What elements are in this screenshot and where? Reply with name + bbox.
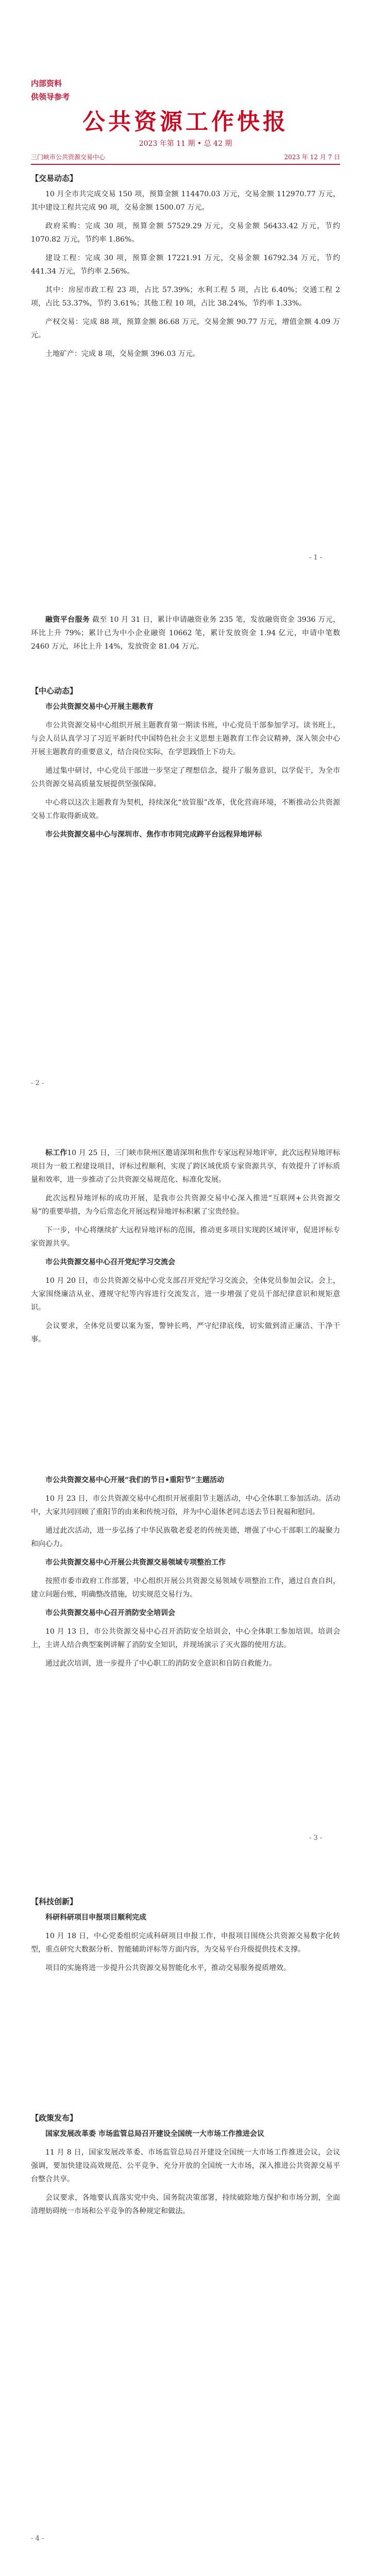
paragraph: 10 月 13 日，市公共资源交易中心召开消防安全培训会，中心全体职工参加培训。培训会上，主讲人结合典型案例讲解了消防安全知识，并现场演示了灭火器的使用方法。 xyxy=(31,1628,340,1649)
paragraph: 产权交易：完成 88 项，预算金额 86.68 万元，交易金额 90.77 万元，增值金额 4.09 万元。 xyxy=(31,318,340,340)
paragraph xyxy=(31,613,340,653)
paragraph: 会议要求，各地要认真落实党中央、国务院决策部署，持续破除地方保护和市场分割，全面清理妨碍统一市场和公平竞争的各种规定和做法。 xyxy=(31,2194,340,2215)
section-policy xyxy=(31,2112,340,2223)
header-tags xyxy=(31,77,70,104)
paragraph: 政府采购：完成 30 项，预算金额 57529.29 万元，交易金额 56433.42 万元，节约 1070.82 万元，节约率 1.86%。 xyxy=(31,222,340,244)
section-center-news xyxy=(31,685,340,846)
section-tech xyxy=(31,1896,340,1980)
body-text: 截至 10 月 31 日，累计申请融资业务 235 笔，发放融资资金 3936 万元，环比上升 79%；累计已为中小企业融资 10662 笔，累计发放资金 1.94 亿元，申请中笔数 2460 万元，环比上升 14%，发放资金 81.04 万元。 xyxy=(31,616,341,651)
publisher-name: 三门峡市公共资源交易中心 xyxy=(31,154,106,161)
paragraph: 其中：房屋市政工程 23 项，占比 57.39%；水利工程 5 项，占比 6.40%；交通工程 2 项，占比 53.37%，节约 3.61%；其他工程 10 项，占比 38.24%，节约率 1.33%。 xyxy=(31,286,340,308)
paragraph: 10 月 23 日，市公共资源交易中心组织开展重阳节主题活动，中心全体职工参加活动。活动中，大家共同回顾了重阳节的由来和传统习俗，并为中心退休老同志送去节日祝福和慰问。 xyxy=(31,1495,340,1516)
masthead-title: 公共资源工作快报 xyxy=(82,109,289,135)
paragraph: 此次远程异地评标的成功开展，是我市公共资源交易中心深入推进“互联网+公共资源交易”的重要举措，为今后常态化开展远程异地评标积累了宝贵经验。 xyxy=(31,1194,340,1216)
publish-date: 2023 年 12 月 7 日 xyxy=(284,154,340,161)
paragraph: 11 月 8 日，国家发展改革委、市场监管总局召开建设全国统一大市场工作推进会议，会议强调，要加快建设高效规范、公平竞争、充分开放的全国统一大市场，深入推进公共资源交易平台整合共享。 xyxy=(31,2148,340,2183)
publisher-row xyxy=(31,152,340,161)
lead-text: 融资平台服务 xyxy=(45,616,90,624)
masthead-rule xyxy=(31,164,340,165)
paragraph xyxy=(31,1146,340,1187)
paragraph: 通过此次培训，进一步提升了中心职工的消防安全意识和自防自救能力。 xyxy=(45,1659,276,1668)
paragraph: 10 月 20 日，市公共资源交易中心党支部召开党纪学习交流会，全体党员参加会议。会上，大家围绕廉洁从业、遵规守纪等内容进行交流发言，进一步增强了党员干部纪律意识和规矩意识。 xyxy=(31,1277,340,1312)
news-title: 市公共资源交易中心与深圳市、焦作市市同完成跨平台远程异地评标 xyxy=(45,831,262,839)
news-title: 科研科研项目申报项目顺利完成 xyxy=(45,1913,146,1922)
paragraph: 土地矿产：完成 8 项，交易金额 396.03 万元。 xyxy=(45,350,200,358)
paragraph: 项目的实施将进一步提升公共资源交易智能化水平，推动交易服务提质增效。 xyxy=(45,1964,291,1972)
tag-reference: 供领导参考 xyxy=(31,93,70,101)
section-heading: 【中心动态】 xyxy=(31,687,78,696)
tag-internal: 内部资料 xyxy=(31,79,62,88)
section-remote-evaluation xyxy=(31,1146,340,1351)
paragraph: 通过此次活动，进一步弘扬了中华民族敬老爱老的传统美德，增强了中心干部职工的凝聚力和向心力。 xyxy=(31,1527,340,1548)
paragraph: 会议要求，全体党员要以案为鉴，警钟长鸣，严守纪律底线，切实做到清正廉洁、干净干事。 xyxy=(31,1322,340,1344)
issue-number: 2023 年第 11 期 • 总 42 期 xyxy=(139,140,232,148)
paragraph: 中心将以这次主题教育为契机，持续深化“放管服”改革，优化营商环境，不断推动公共资源交易工作取得新成效。 xyxy=(31,799,340,820)
section-trade-stats xyxy=(31,173,340,366)
page-number: - 1 - xyxy=(309,554,323,562)
page-number: - 2 - xyxy=(31,1079,44,1087)
news-title: 市公共资源交易中心开展公共资源交易领域专项整治工作 xyxy=(45,1558,226,1567)
paragraph: 通过集中研讨，中心党员干部进一步坚定了理想信念，提升了服务意识，以学促干，为全市公共资源交易高质量发展提供坚强保障。 xyxy=(31,767,340,788)
section-events xyxy=(31,1473,340,1675)
paragraph: 10 月全市共完成交易 150 项，预算金额 114470.03 万元，交易金额 112970.77 万元，其中建设工程共完成 90 项，交易金额 1500.07 万元。 xyxy=(31,190,340,212)
paragraph: 市公共资源交易中心组织开展主题教育第一期读书班，中心党员干部参加学习。读书班上，与会人员认真学习了习近平新时代中国特色社会主义思想主题教育工作会议精神，深入领会中心开展主题教育的重要意义，结合岗位实际，在学思践悟上下功夫。 xyxy=(31,721,340,756)
section-platform xyxy=(31,613,340,658)
body-text: 10 月 25 日，三门峡市陕州区邀请深圳和焦作专家远程异地评审，此次远程异地评标项目为一般工程建设项目，评标过程顺利，实现了跨区域优质专家资源共享，有效提升了评标质量和效率，进一步推动了公共资源交易规范化、标准化发展。 xyxy=(31,1149,340,1184)
paragraph: 建设工程：完成 30 项，预算金额 17221.91 万元，交易金额 16792.34 万元，节约 441.34 万元，节约率 2.56%。 xyxy=(31,254,340,276)
news-title: 市公共资源交易中心召开党纪学习交流会 xyxy=(45,1258,175,1266)
news-title: 市公共资源交易中心召开消防安全培训会 xyxy=(45,1609,175,1617)
page-number: - 3 - xyxy=(309,1834,323,1842)
page-number: - 4 - xyxy=(31,2535,44,2543)
lead-text: 标工作 xyxy=(45,1149,68,1157)
news-title: 国家发展改革委 市场监管总局召开建设全国统一大市场工作推进会议 xyxy=(45,2130,264,2138)
news-title: 市公共资源交易中心开展主题教育 xyxy=(45,703,154,711)
paragraph: 按照市委市政府工作部署，中心组织开展公共资源交易领域专项整治工作，通过自查自纠，建立问题台账，明确整改措施，切实规范交易行为。 xyxy=(31,1577,340,1599)
paragraph: 下一步，中心将继续扩大远程异地评标的范围，推动更多项目实现跨区域评审，促进评标专家资源共享。 xyxy=(31,1226,340,1248)
section-heading: 【科技创新】 xyxy=(31,1897,78,1906)
news-title: 市公共资源交易中心开展“我们的节日•重阳节”主题活动 xyxy=(45,1476,225,1484)
section-heading: 【政策发布】 xyxy=(31,2114,78,2123)
section-heading: 【交易动态】 xyxy=(31,174,78,183)
paragraph: 10 月 18 日，中心党委组织完成科研项目申报工作，申报项目围绕公共资源交易数字化转型，重点研究大数据分析、智能辅助评标等方面内容，为交易平台升级提供技术支撑。 xyxy=(31,1932,340,1954)
